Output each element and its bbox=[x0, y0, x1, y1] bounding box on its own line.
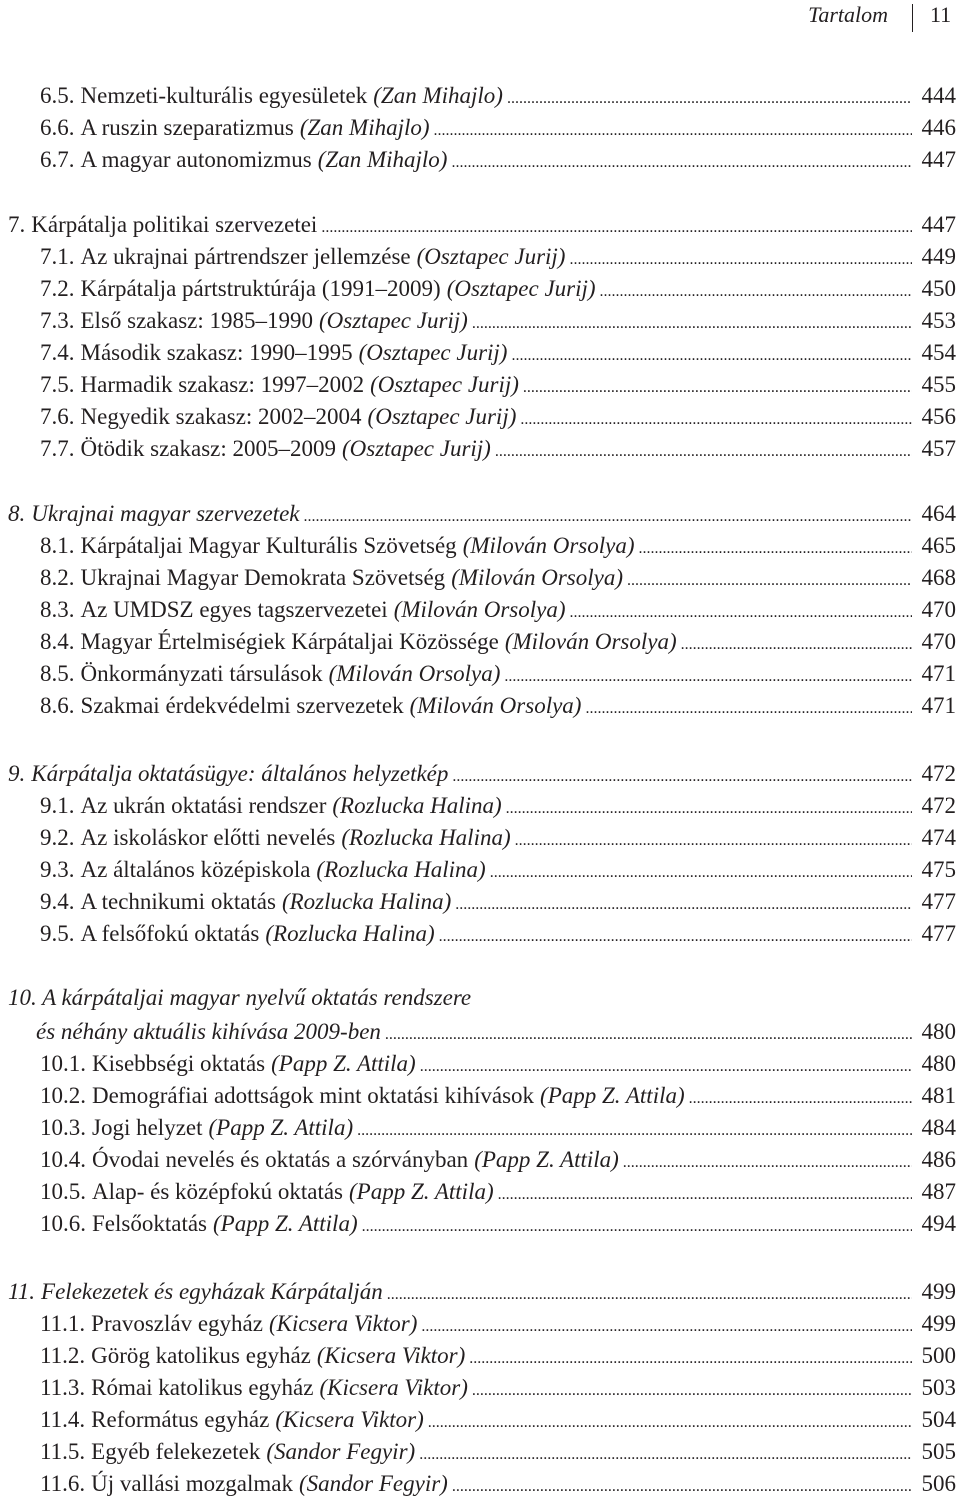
toc-entry-page: 468 bbox=[921, 565, 956, 590]
toc-entry-text: Felsőoktatás bbox=[92, 1211, 207, 1236]
toc-entry-number: 8.6. bbox=[40, 693, 75, 718]
dot-leader bbox=[428, 1418, 912, 1428]
dot-leader bbox=[451, 158, 912, 168]
toc-entry-page: 506 bbox=[921, 1471, 956, 1496]
dot-leader bbox=[439, 932, 912, 942]
toc-entry-title bbox=[40, 1310, 263, 1338]
toc-entry-text: Az általános középiskola bbox=[80, 857, 311, 882]
toc-entry-text: Kisebbségi oktatás bbox=[92, 1051, 266, 1076]
toc-entry-author: (Milován Orsolya) bbox=[393, 597, 566, 622]
toc-entry-page: 505 bbox=[921, 1439, 956, 1464]
toc-entry-text: Önkormányzati társulások bbox=[80, 661, 323, 686]
toc-entry-author: (Kicsera Viktor) bbox=[275, 1407, 424, 1432]
dot-leader bbox=[504, 672, 912, 682]
dot-leader bbox=[639, 544, 912, 554]
toc-entry-number: 9.2. bbox=[40, 825, 75, 850]
toc-entry-text: Református egyház bbox=[91, 1407, 270, 1432]
toc-entry-author: (Papp Z. Attila) bbox=[208, 1115, 354, 1140]
toc-entry-text: Görög katolikus egyház bbox=[91, 1343, 311, 1368]
toc-entry-title bbox=[40, 1114, 203, 1142]
dot-leader bbox=[387, 1290, 912, 1300]
running-title: Tartalom bbox=[808, 2, 888, 27]
toc-section-entry[interactable] bbox=[40, 1142, 956, 1174]
toc-entry-text: Kárpátalja pártstruktúrája (1991–2009) bbox=[80, 276, 441, 301]
toc-section-entry[interactable] bbox=[40, 1206, 956, 1238]
toc-entry-page: 465 bbox=[921, 533, 956, 558]
toc-entry-text: A technikumi oktatás bbox=[80, 889, 276, 914]
toc-entry-text: Az ukrajnai pártrendszer jellemzése bbox=[80, 244, 411, 269]
toc-entry-title: és néhány aktuális kihívása 2009-ben bbox=[36, 1019, 381, 1044]
toc-entry-page: 494 bbox=[921, 1211, 956, 1236]
toc-section-entry[interactable] bbox=[40, 560, 956, 592]
toc-entry-text: Az ukrán oktatási rendszer bbox=[80, 793, 327, 818]
toc-entry-number: 11.4. bbox=[40, 1407, 86, 1432]
toc-entry-text: Első szakasz: 1985–1990 bbox=[80, 308, 314, 333]
toc-entry-number: 7.3. bbox=[40, 308, 75, 333]
toc-chapter-entry[interactable] bbox=[8, 756, 956, 788]
toc-entry-text: Második szakasz: 1990–1995 bbox=[80, 340, 353, 365]
toc-entry-author: (Milován Orsolya) bbox=[504, 629, 677, 654]
toc-entry-text: Ötödik szakasz: 2005–2009 bbox=[80, 436, 337, 461]
toc-entry-number: 10.2. bbox=[40, 1083, 86, 1108]
dot-leader bbox=[490, 868, 912, 878]
dot-leader bbox=[385, 1030, 912, 1040]
toc-section-entry[interactable] bbox=[40, 335, 956, 367]
toc-entry-text: Negyedik szakasz: 2002–2004 bbox=[80, 404, 362, 429]
dot-leader bbox=[434, 126, 912, 136]
toc-entry-page: 454 bbox=[921, 340, 956, 365]
toc-chapter-title-line: 10. A kárpátaljai magyar nyelvű oktatás rendszere bbox=[8, 985, 472, 1010]
dot-leader bbox=[681, 640, 912, 650]
dot-leader bbox=[321, 223, 912, 233]
toc-entry-number: 10.1. bbox=[40, 1051, 86, 1076]
toc-entry-title bbox=[40, 1146, 468, 1174]
toc-entry-author: (Milován Orsolya) bbox=[328, 661, 501, 686]
toc-section-entry[interactable] bbox=[40, 399, 956, 431]
toc-entry-title bbox=[40, 1050, 265, 1078]
toc-entry-title bbox=[40, 371, 364, 399]
dot-leader bbox=[623, 1158, 912, 1168]
toc-entry-title bbox=[8, 1278, 383, 1306]
toc-entry-text: Az iskoláskor előtti nevelés bbox=[80, 825, 336, 850]
toc-section-entry[interactable] bbox=[40, 1174, 956, 1206]
toc-entry-author: (Osztapec Jurij) bbox=[342, 436, 491, 461]
toc-entry-author: (Kicsera Viktor) bbox=[319, 1375, 468, 1400]
toc-entry-number: 7.6. bbox=[40, 404, 75, 429]
toc-entry-page: 456 bbox=[921, 404, 956, 429]
toc-section-entry[interactable] bbox=[40, 239, 956, 271]
toc-entry-number: 11.5. bbox=[40, 1439, 86, 1464]
toc-entry-author: (Rozlucka Halina) bbox=[332, 793, 502, 818]
toc-entry-author: (Sandor Fegyir) bbox=[299, 1471, 448, 1496]
toc-entry-page: 486 bbox=[921, 1147, 956, 1172]
dot-leader bbox=[511, 351, 912, 361]
toc-entry-number: 10.3. bbox=[40, 1115, 86, 1140]
toc-entry-page: 487 bbox=[921, 1179, 956, 1204]
toc-entry-author: (Zan Mihajlo) bbox=[317, 147, 448, 172]
toc-section-entry[interactable] bbox=[40, 78, 956, 110]
toc-entry-number: 9.1. bbox=[40, 793, 75, 818]
toc-entry-title bbox=[40, 1342, 311, 1370]
dot-leader bbox=[520, 415, 912, 425]
toc-entry-number: 7.7. bbox=[40, 436, 75, 461]
toc-entry-page: 455 bbox=[921, 372, 956, 397]
toc-entry-text: Szakmai érdekvédelmi szervezetek bbox=[80, 693, 404, 718]
toc-entry-title bbox=[40, 1178, 343, 1206]
dot-leader bbox=[469, 1354, 912, 1364]
toc-section-entry[interactable] bbox=[40, 303, 956, 335]
toc-section-entry[interactable] bbox=[40, 1370, 956, 1402]
toc-entry-text: Római katolikus egyház bbox=[91, 1375, 314, 1400]
toc-entry-page: 464 bbox=[921, 501, 956, 526]
toc-entry-number: 10.5. bbox=[40, 1179, 86, 1204]
toc-entry-number: 7.5. bbox=[40, 372, 75, 397]
toc-entry-page: 474 bbox=[921, 825, 956, 850]
toc-entry-number: 6.7. bbox=[40, 147, 75, 172]
dot-leader bbox=[419, 1450, 912, 1460]
toc-entry-title bbox=[40, 275, 441, 303]
toc-entry-author: (Kicsera Viktor) bbox=[316, 1343, 466, 1368]
toc-entry-text: Kárpátaljai Magyar Kulturális Szövetség bbox=[80, 533, 457, 558]
toc-entry-text: Ukrajnai magyar szervezetek bbox=[31, 501, 300, 526]
toc-section-entry[interactable] bbox=[40, 1110, 956, 1142]
toc-entry-title bbox=[40, 307, 313, 335]
toc-entry-text: Óvodai nevelés és oktatás a szórványban bbox=[92, 1147, 469, 1172]
toc-section-entry[interactable] bbox=[40, 788, 956, 820]
toc-entry-author: (Papp Z. Attila) bbox=[271, 1051, 416, 1076]
toc-entry-number: 9. bbox=[8, 761, 26, 786]
toc-entry-author: (Milován Orsolya) bbox=[409, 693, 582, 718]
toc-entry-page: 477 bbox=[921, 889, 956, 914]
toc-entry-title bbox=[40, 243, 411, 271]
toc-section-entry[interactable] bbox=[40, 1306, 956, 1338]
toc-entry-page: 447 bbox=[921, 147, 956, 172]
toc-section-entry[interactable] bbox=[40, 852, 956, 884]
toc-entry-author: (Papp Z. Attila) bbox=[349, 1179, 494, 1204]
toc-entry-number: 11.6. bbox=[40, 1471, 86, 1496]
toc-entry-text: Harmadik szakasz: 1997–2002 bbox=[80, 372, 365, 397]
toc-entry-page: 472 bbox=[921, 761, 956, 786]
toc-entry-author: (Osztapec Jurij) bbox=[358, 340, 508, 365]
toc-entry-title bbox=[40, 792, 326, 820]
toc-entry-number: 11.1. bbox=[40, 1311, 86, 1336]
toc-entry-title bbox=[40, 1210, 207, 1238]
toc-section-entry[interactable] bbox=[40, 624, 956, 656]
toc-entry-author: (Osztapec Jurij) bbox=[367, 404, 517, 429]
toc-entry-text: Pravoszláv egyház bbox=[91, 1311, 263, 1336]
toc-section-entry[interactable] bbox=[40, 884, 956, 916]
toc-entry-author: (Rozlucka Halina) bbox=[316, 857, 486, 882]
toc-entry-text: Alap- és középfokú oktatás bbox=[92, 1179, 344, 1204]
toc-entry-text: A felsőfokú oktatás bbox=[80, 921, 260, 946]
toc-entry-number: 7.1. bbox=[40, 244, 75, 269]
dot-leader bbox=[304, 512, 912, 522]
toc-entry-page: 453 bbox=[921, 308, 956, 333]
toc-entry-title bbox=[40, 660, 323, 688]
toc-entry-author: (Osztapec Jurij) bbox=[416, 244, 566, 269]
toc-entry-number: 6.6. bbox=[40, 115, 75, 140]
toc-entry-page: 480 bbox=[921, 1019, 956, 1044]
toc-entry-title bbox=[40, 920, 259, 948]
toc-chapter-entry[interactable] bbox=[8, 1274, 956, 1306]
toc-section-entry[interactable] bbox=[40, 1046, 956, 1078]
toc-section-entry[interactable] bbox=[40, 110, 956, 142]
toc-entry-page: 447 bbox=[921, 212, 956, 237]
toc-entry-page: 472 bbox=[921, 793, 956, 818]
toc-entry-author: (Osztapec Jurij) bbox=[446, 276, 596, 301]
toc-entry-title bbox=[40, 628, 499, 656]
dot-leader bbox=[420, 1062, 912, 1072]
toc-entry-page: 449 bbox=[921, 244, 956, 269]
toc-entry-title bbox=[40, 146, 312, 174]
toc-entry-page: 503 bbox=[921, 1375, 956, 1400]
toc-section-entry[interactable] bbox=[40, 688, 956, 720]
dot-leader bbox=[585, 704, 912, 714]
toc-entry-page: 475 bbox=[921, 857, 956, 882]
dot-leader bbox=[627, 576, 912, 586]
dot-leader bbox=[498, 1190, 912, 1200]
toc-entry-title bbox=[40, 824, 335, 852]
toc-entry-page: 470 bbox=[921, 597, 956, 622]
toc-entry-page: 444 bbox=[921, 83, 956, 108]
toc-entry-title bbox=[40, 82, 367, 110]
toc-entry-title bbox=[8, 760, 448, 788]
toc-entry-page: 504 bbox=[921, 1407, 956, 1432]
toc-entry-title bbox=[8, 211, 317, 239]
toc-entry-title bbox=[40, 564, 445, 592]
toc-entry-number: 10.6. bbox=[40, 1211, 86, 1236]
toc-entry-title bbox=[8, 500, 300, 528]
dot-leader bbox=[495, 447, 912, 457]
toc-entry-page: 471 bbox=[921, 693, 956, 718]
toc-entry-number: 7.2. bbox=[40, 276, 75, 301]
toc-entry-text: Kárpátalja oktatásügye: általános helyzetkép bbox=[31, 761, 449, 786]
toc-entry-title bbox=[40, 596, 388, 624]
toc-entry-number: 8.2. bbox=[40, 565, 75, 590]
toc-entry-page: 471 bbox=[921, 661, 956, 686]
toc-entry-author: (Milován Orsolya) bbox=[451, 565, 624, 590]
toc-section-entry[interactable] bbox=[40, 1466, 956, 1498]
toc-entry-title bbox=[40, 403, 362, 431]
dot-leader bbox=[600, 287, 912, 297]
toc-entry-number: 11.2. bbox=[40, 1343, 86, 1368]
toc-section-entry[interactable] bbox=[40, 431, 956, 463]
toc-entry-title bbox=[40, 856, 310, 884]
dot-leader bbox=[472, 319, 912, 329]
toc-entry-text: Magyar Értelmiségiek Kárpátaljai Közössége bbox=[80, 629, 499, 654]
toc-entry-text: Kárpátalja politikai szervezetei bbox=[31, 212, 318, 237]
toc-section-entry[interactable] bbox=[40, 271, 956, 303]
toc-section-entry[interactable] bbox=[40, 820, 956, 852]
toc-chapter-entry[interactable] bbox=[8, 207, 956, 239]
toc-entry-page: 480 bbox=[921, 1051, 956, 1076]
toc-entry-page: 477 bbox=[921, 921, 956, 946]
toc-entry-title bbox=[40, 114, 294, 142]
dot-leader bbox=[507, 94, 912, 104]
toc-entry-author: (Sandor Fegyir) bbox=[266, 1439, 416, 1464]
toc-section-entry[interactable] bbox=[40, 916, 956, 948]
toc-entry-author: (Rozlucka Halina) bbox=[265, 921, 435, 946]
toc-chapter-entry[interactable] bbox=[8, 496, 956, 528]
toc-entry-text: Az UMDSZ egyes tagszervezetei bbox=[80, 597, 388, 622]
toc-entry-number: 8.3. bbox=[40, 597, 75, 622]
toc-entry-author: (Rozlucka Halina) bbox=[341, 825, 511, 850]
page-number: 11 bbox=[930, 2, 952, 27]
dot-leader bbox=[452, 772, 912, 782]
dot-leader bbox=[421, 1322, 912, 1332]
toc-entry-title bbox=[40, 339, 353, 367]
toc-section-entry[interactable] bbox=[40, 528, 956, 560]
toc-entry-title bbox=[40, 692, 404, 720]
dot-leader bbox=[515, 836, 912, 846]
dot-leader bbox=[452, 1482, 912, 1492]
toc-entry-number: 11. bbox=[8, 1279, 36, 1304]
toc-entry-text: Ukrajnai Magyar Demokrata Szövetség bbox=[80, 565, 446, 590]
toc-section-entry[interactable] bbox=[40, 1078, 956, 1110]
toc-section-entry[interactable] bbox=[40, 656, 956, 688]
toc-entry-number: 9.3. bbox=[40, 857, 75, 882]
toc-entry-page: 500 bbox=[921, 1343, 956, 1368]
dot-leader bbox=[570, 608, 912, 618]
toc-entry-title bbox=[40, 888, 276, 916]
toc-entry-author: (Zan Mihajlo) bbox=[299, 115, 430, 140]
toc-entry-text: Egyéb felekezetek bbox=[91, 1439, 261, 1464]
toc-entry-page: 457 bbox=[921, 436, 956, 461]
toc-entry-title bbox=[40, 532, 457, 560]
toc-entry-title bbox=[40, 1082, 534, 1110]
toc-entry-page: 481 bbox=[921, 1083, 956, 1108]
toc-entry-text: Nemzeti-kulturális egyesületek bbox=[80, 83, 368, 108]
toc-entry-text: Jogi helyzet bbox=[92, 1115, 203, 1140]
dot-leader bbox=[569, 255, 912, 265]
toc-entry-page: 470 bbox=[921, 629, 956, 654]
toc-entry-page: 484 bbox=[921, 1115, 956, 1140]
toc-section-entry[interactable] bbox=[40, 367, 956, 399]
toc-section-entry[interactable] bbox=[40, 1402, 956, 1434]
dot-leader bbox=[472, 1386, 912, 1396]
toc-entry-text: A magyar autonomizmus bbox=[80, 147, 312, 172]
toc-entry-number: 9.4. bbox=[40, 889, 75, 914]
toc-entry-text: Demográfiai adottságok mint oktatási kihívások bbox=[92, 1083, 535, 1108]
toc-entry-number: 7. bbox=[8, 212, 26, 237]
toc-entry-author: (Osztapec Jurij) bbox=[370, 372, 519, 397]
toc-entry-title bbox=[40, 1406, 269, 1434]
toc-entry-page: 499 bbox=[921, 1279, 956, 1304]
toc-entry-author: (Rozlucka Halina) bbox=[281, 889, 452, 914]
dot-leader bbox=[506, 804, 912, 814]
toc-entry-number: 8. bbox=[8, 501, 26, 526]
toc-entry-text: A ruszin szeparatizmus bbox=[80, 115, 294, 140]
toc-entry-title bbox=[40, 1438, 260, 1466]
toc-entry-author: (Osztapec Jurij) bbox=[319, 308, 468, 333]
toc-entry-number: 9.5. bbox=[40, 921, 75, 946]
toc-entry-number: 10.4. bbox=[40, 1147, 86, 1172]
toc-entry-text: Felekezetek és egyházak Kárpátalján bbox=[41, 1279, 383, 1304]
toc-entry-page: 450 bbox=[921, 276, 956, 301]
dot-leader bbox=[689, 1094, 912, 1104]
toc-entry-number: 8.5. bbox=[40, 661, 75, 686]
toc-section-entry[interactable] bbox=[40, 142, 956, 174]
toc-entry-number: 8.1. bbox=[40, 533, 75, 558]
toc-entry-number: 7.4. bbox=[40, 340, 75, 365]
toc-entry-author: (Papp Z. Attila) bbox=[540, 1083, 685, 1108]
toc-section-entry[interactable] bbox=[40, 1338, 956, 1370]
toc-entry-text: Új vallási mozgalmak bbox=[91, 1471, 293, 1496]
toc-entry-number: 11.3. bbox=[40, 1375, 86, 1400]
dot-leader bbox=[357, 1126, 912, 1136]
toc-entry-author: (Papp Z. Attila) bbox=[213, 1211, 358, 1236]
toc-entry-page: 499 bbox=[921, 1311, 956, 1336]
toc-section-entry[interactable] bbox=[40, 592, 956, 624]
dot-leader bbox=[455, 900, 912, 910]
toc-entry-page: 446 bbox=[921, 115, 956, 140]
toc-entry-author: (Kicsera Viktor) bbox=[268, 1311, 418, 1336]
toc-entry-number: 8.4. bbox=[40, 629, 75, 654]
dot-leader bbox=[362, 1222, 912, 1232]
toc-entry-author: (Zan Mihajlo) bbox=[373, 83, 503, 108]
toc-entry-author: (Papp Z. Attila) bbox=[474, 1147, 619, 1172]
toc-entry-author: (Milován Orsolya) bbox=[462, 533, 635, 558]
toc-entry-number: 6.5. bbox=[40, 83, 75, 108]
toc-chapter-entry[interactable] bbox=[8, 1014, 956, 1046]
toc-entry-title bbox=[40, 1470, 293, 1498]
dot-leader bbox=[523, 383, 912, 393]
toc-section-entry[interactable] bbox=[40, 1434, 956, 1466]
toc-entry-title bbox=[40, 1374, 313, 1402]
toc-entry-title bbox=[40, 435, 336, 463]
